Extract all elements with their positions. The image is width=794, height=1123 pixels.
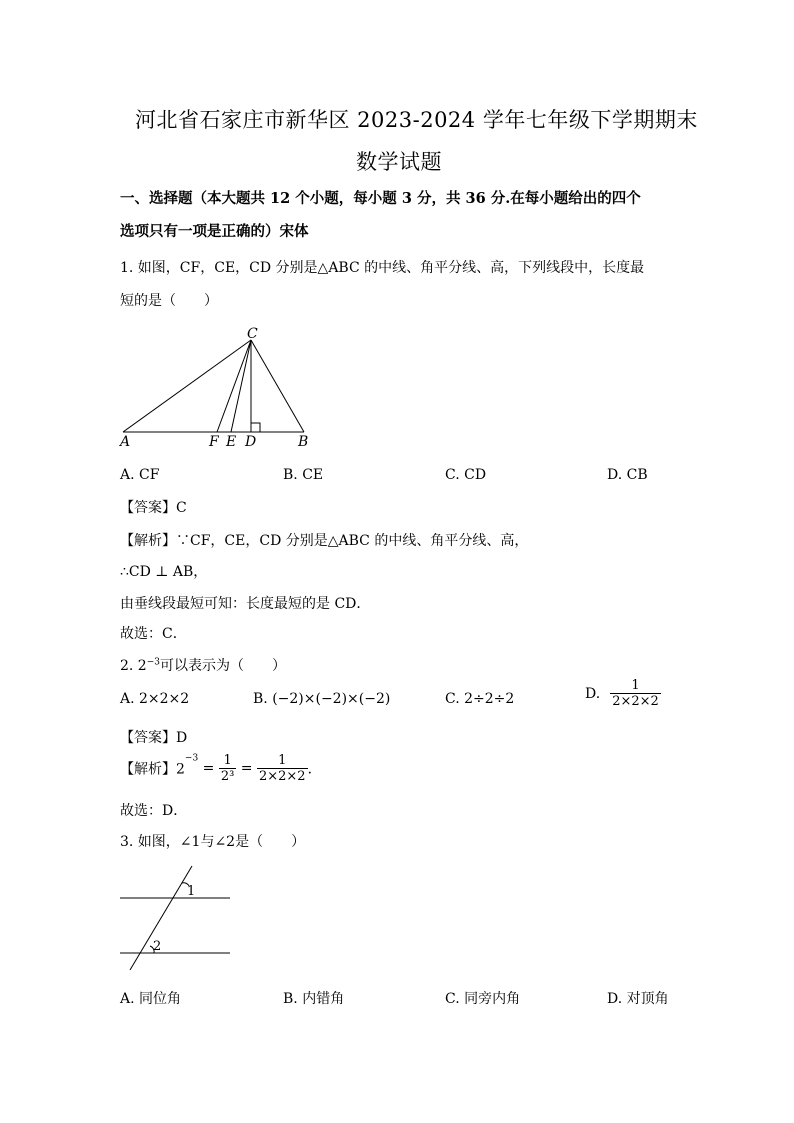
label-e: E [226,434,237,450]
q2-option-c: C. 2÷2÷2 [445,691,515,707]
label-c: C [247,326,258,342]
q1-option-b: B. CE [283,467,324,483]
q2-option-d-label: D. [585,685,601,702]
angle-label-2: 2 [153,939,162,954]
q1-conclusion: 故选：C． [120,626,187,642]
q1-option-d: D. CB [607,467,648,483]
q1-analysis-line1: 【解析】∵CF，CE，CD 分别是△ABC 的中线、角平分线、高， [120,533,529,549]
section-heading-line1: 一、选择题（本大题共 12 个小题，每小题 3 分，共 36 分.在每小题给出的四个 [120,190,641,207]
label-a: A [120,434,131,450]
document-title-line2: 数学试题 [356,150,442,174]
q2-analysis-exponent: −3 [184,753,199,764]
q3-option-c: C. 同旁内角 [445,991,521,1007]
q2-stem-exponent: −3 [146,657,160,668]
q3-stem: 3. 如图，∠1与∠2是（ ） [120,834,306,850]
label-f: F [209,434,219,450]
right-angle-mark [251,423,260,432]
label-d: D [245,434,257,450]
q3-angle-figure [118,862,238,974]
q2-analysis-base: 【解析】2 [120,761,185,778]
q2-stem-base: 2. 2 [120,658,147,674]
q1-analysis-line2: ∴CD ⊥ AB， [120,564,208,580]
q2-option-a: A. 2×2×2 [120,691,190,707]
q1-analysis-line3: 由垂线段最短可知：长度最短的是 CD． [120,596,371,612]
document-title-line1: 河北省石家庄市新华区 2023-2024 学年七年级下学期期末 [135,108,698,132]
q3-option-d: D. 对顶角 [607,991,669,1007]
q2-option-d [585,678,661,709]
q1-triangle-figure [118,322,318,450]
q2-conclusion: 故选：D． [120,803,188,819]
section-heading-line2: 选项只有一项是正确的）宋体 [120,223,309,240]
q2-answer: 【答案】D [120,730,188,746]
segment-bc [251,340,304,432]
q2-stem-suffix: 可以表示为（ ） [160,658,286,674]
q1-option-a: A. CF [120,467,160,483]
angle-label-1: 1 [187,884,196,899]
q2-stem [120,655,286,675]
q3-option-b: B. 内错角 [283,991,345,1007]
q2-analysis-fraction-1: $\frac{1}{\text{2³}}$ [220,753,235,784]
q3-option-a: A. 同位角 [120,991,182,1007]
label-b: B [298,434,309,450]
transversal-line [130,866,192,970]
q2-option-d-fraction: $\frac{1}{2\times 2\times 2}$ [612,678,659,709]
q1-stem-line1: 1. 如图，CF，CE，CD 分别是△ABC 的中线、角平分线、高，下列线段中，长度最 [120,260,645,276]
q2-option-b: B. (−2)×(−2)×(−2) [253,691,391,707]
q1-stem-line2: 短的是（ ） [120,293,218,309]
q2-analysis-fraction-2: $\frac{1}{2\times 2\times 2}$ [258,753,306,784]
q1-option-c: C. CD [445,467,487,483]
q1-answer: 【答案】C [120,500,187,516]
q2-analysis: 【解析】$2^{-3}$ = $\frac{1}{\text{2³}}$ = $\frac{1}{2\times 2\times 2}$ ． [120,753,322,784]
segment-ac [123,340,251,432]
